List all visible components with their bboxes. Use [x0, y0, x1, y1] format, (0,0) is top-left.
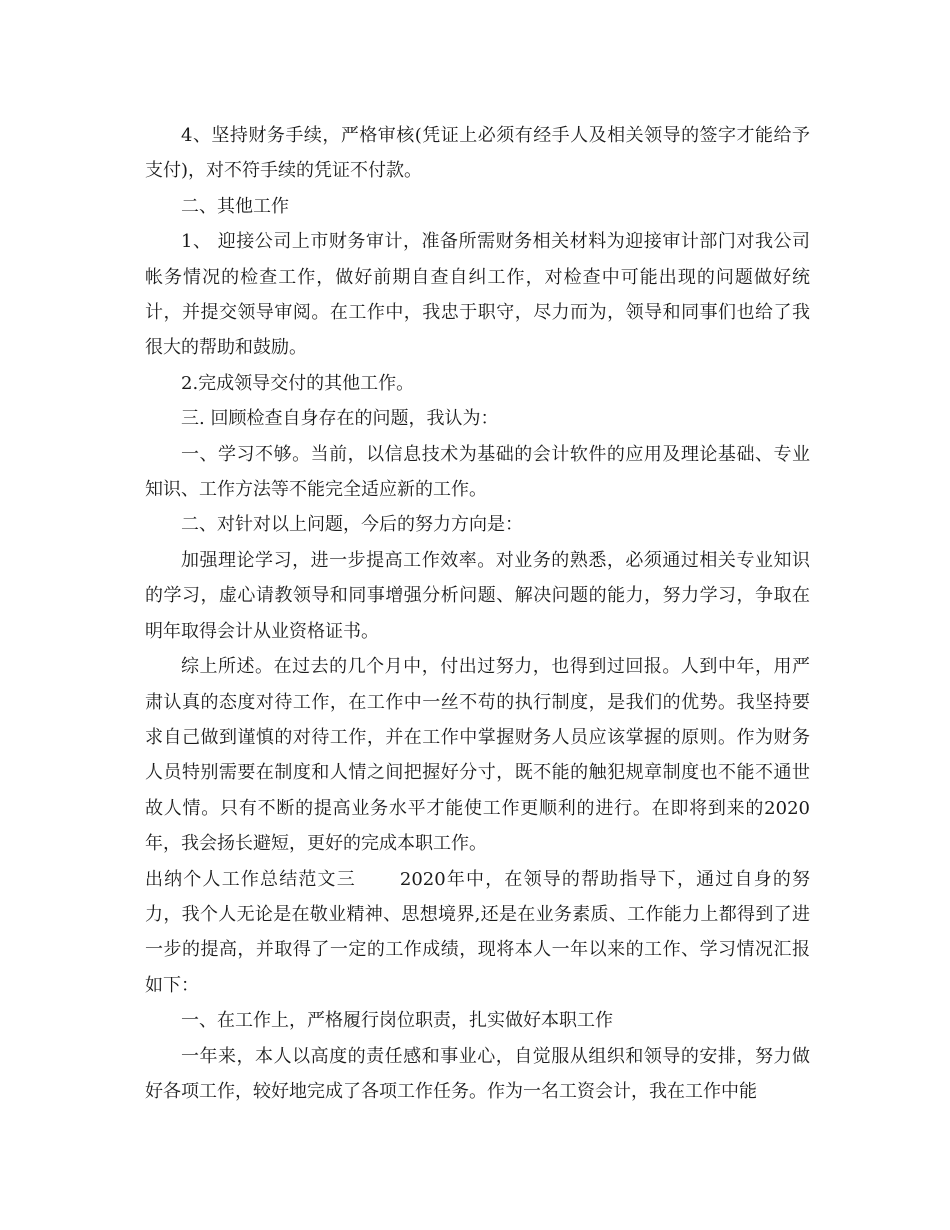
paragraph-insufficient-study: 一、学习不够。当前，以信息技术为基础的会计软件的应用及理论基础、专业知识、工作方法等不能完全适应新的工作。: [145, 443, 810, 501]
paragraph-other-tasks: 2.完成领导交付的其他工作。: [181, 372, 415, 394]
paragraph-finance-procedures: 4、坚持财务手续，严格审核(凭证上必须有经手人及相关领导的签字才能给予支付)，对不符手续的凭证不付款。: [145, 125, 810, 182]
paragraph-section-three: [145, 862, 810, 1004]
paragraph-audit-preparation: 1、 迎接公司上市财务审计，准备所需财务相关材料为迎接审计部门对我公司帐务情况的检查工作，做好前期自查自纠工作，对检查中可能出现的问题做好统计，并提交领导审阅。在工作中，我忠于职守，尽力而为，领导和同事们也给了我很大的帮助和鼓励。: [145, 231, 810, 359]
section-heading: 出纳个人工作总结范文三: [145, 868, 356, 890]
paragraph-responsibility: 一年来，本人以高度的责任感和事业心，自觉服从组织和领导的安排，努力做好各项工作，较好地完成了各项工作任务。作为一名工资会计，我在工作中能: [145, 1045, 810, 1102]
heading-other-work: 二、其他工作: [181, 195, 289, 217]
heading-improvement-direction: 二、对针对以上问题，今后的努力方向是：: [181, 514, 523, 536]
heading-job-duties: 一、在工作上，严格履行岗位职责，扎实做好本职工作: [181, 1010, 613, 1032]
section-intro-text: 2020年中，在领导的帮助指导下，通过自身的努力，我个人无论是在敬业精神、思想境界,还是在业务素质、工作能力上都得到了进一步的提高，并取得了一定的工作成绩，现将本人一年以来的工作、学习情况汇报如下：: [145, 868, 810, 996]
paragraph-strengthen-study: 加强理论学习，进一步提高工作效率。对业务的熟悉，必须通过相关专业知识的学习，虚心请教领导和同事增强分析问题、解决问题的能力，努力学习，争取在明年取得会计从业资格证书。: [145, 549, 810, 642]
heading-review-problems: 三. 回顾检查自身存在的问题，我认为：: [181, 408, 499, 430]
document-page: [145, 118, 810, 1109]
paragraph-summary: 综上所述。在过去的几个月中，付出过努力，也得到过回报。人到中年，用严肃认真的态度对待工作，在工作中一丝不苟的执行制度，是我们的优势。我坚持要求自己做到谨慎的对待工作，并在工作中掌握财务人员应该掌握的原则。作为财务人员特别需要在制度和人情之间把握好分寸，既不能的触犯规章制度也不能不通世故人情。只有不断的提高业务水平才能使工作更顺利的进行。在即将到来的2020年，我会扬长避短，更好的完成本职工作。: [145, 656, 810, 855]
